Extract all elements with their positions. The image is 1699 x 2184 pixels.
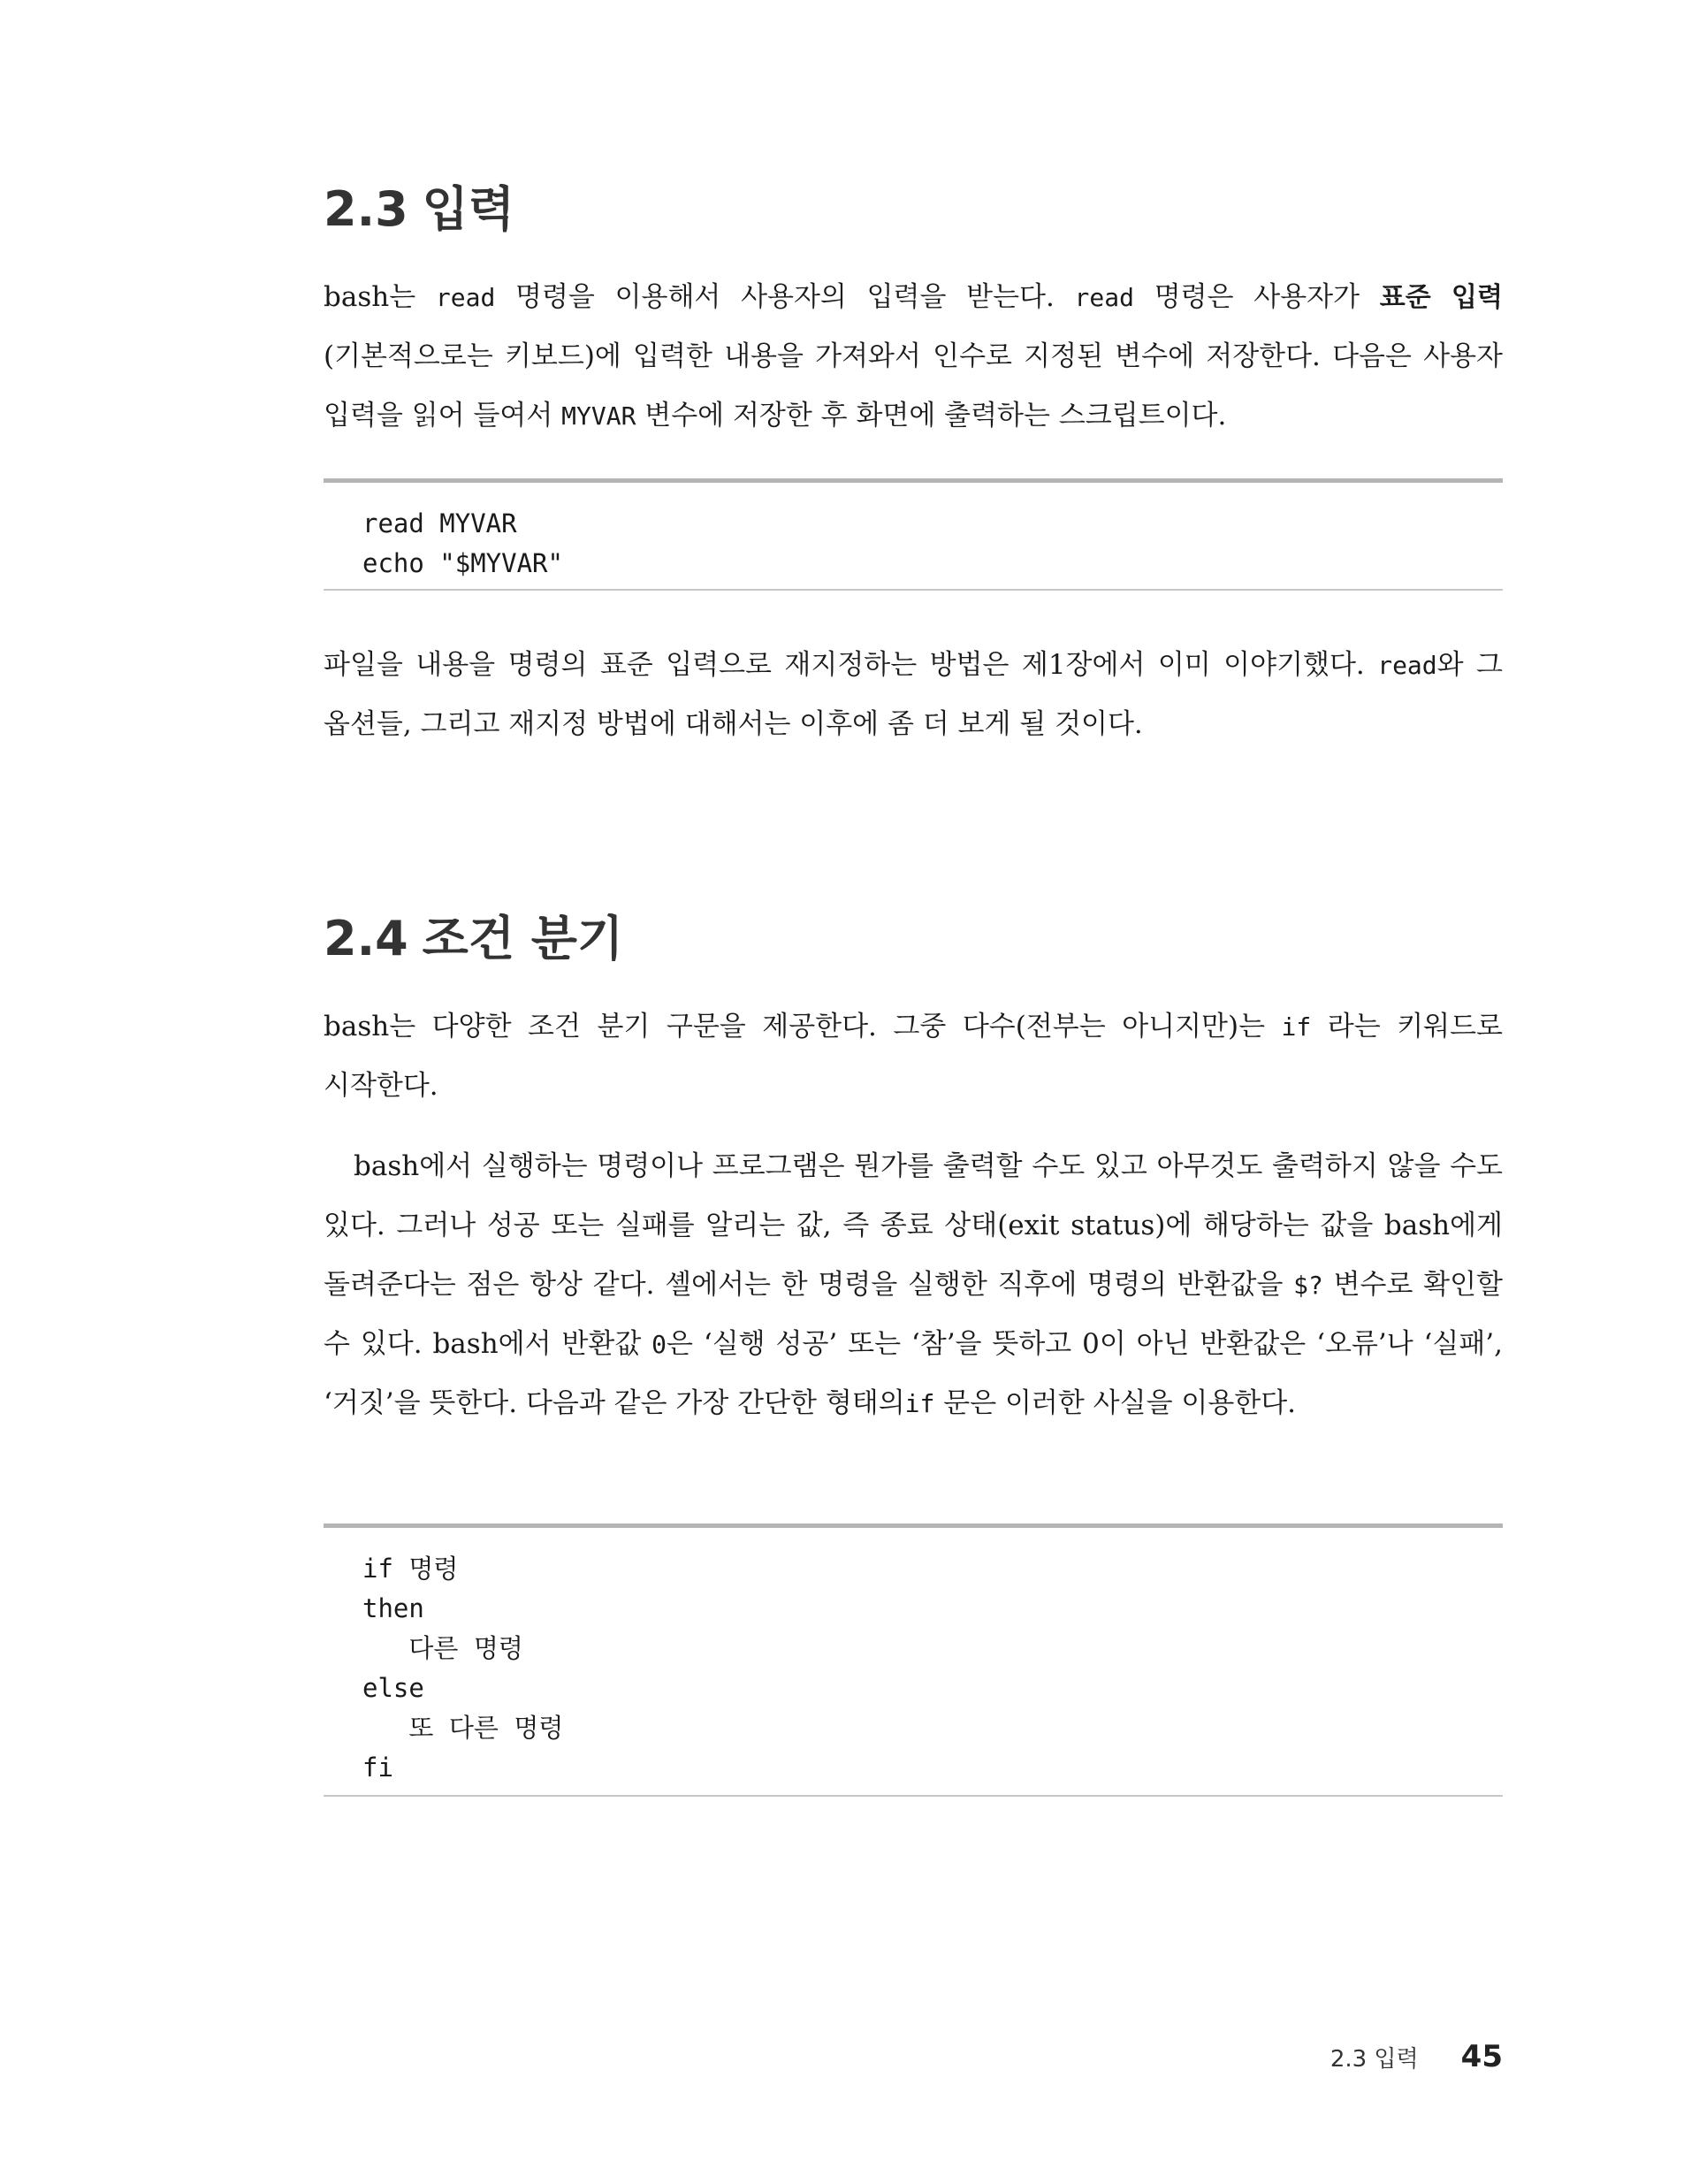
code-text: read MYVAR echo "$MYVAR" [362,508,563,578]
bold-term: 표준 입력 [1379,282,1503,313]
section-title: 입력 [422,181,514,237]
paragraph-read-intro: bash는 read 명령을 이용해서 사용자의 입력을 받는다. read 명령은 사용자가 표준 입력(기본적으로는 키보드)에 입력한 내용을 가져와서 인수로 지정된 변수에 저장한다. 다음은 사용자 입력을 읽어 들여서 MYVAR 변수에 저장한 후 화면에 출력하는 스크립트이다. [324,281,1503,431]
inline-code: read [1377,651,1437,680]
inline-code: read [435,283,496,312]
code-block-if [324,1523,1503,1797]
page-number: 45 [1460,2039,1503,2074]
paragraph-redirect: 파일을 내용을 명령의 표준 입력으로 재지정하는 방법은 제1장에서 이미 이야기했다. read와 그 옵션들, 그리고 재지정 방법에 대해서는 이후에 좀 더 보게 될 것이다. [324,649,1503,740]
inline-code: $? [1293,1271,1323,1300]
paragraph-conditionals-intro: bash는 다양한 조건 분기 구문을 제공한다. 그중 다수(전부는 아니지만)는 if 라는 키워드로 시작한다. [324,1011,1503,1102]
paragraph-exit-status: bash에서 실행하는 명령이나 프로그램은 뭔가를 출력할 수도 있고 아무것도 출력하지 않을 수도 있다. 그러나 성공 또는 실패를 알리는 값, 즉 종료 상태(exit status)에 해당하는 값을 bash에게 돌려준다는 점은 항상 같다. 셸에서는 한 명령을 실행한 직후에 명령의 반환값을 $? 변수로 확인할 수 있다. bash에서 반환값 0은 ‘실행 성공’ 또는 ‘참’을 뜻하고 0이 아닌 반환값은 ‘오류’나 ‘실패’, ‘거짓’을 뜻한다. 다음과 같은 가장 간단한 형태의if 문은 이러한 사실을 이용한다. [324,1150,1503,1419]
inline-code: if [1281,1012,1312,1042]
section-heading-2-3 [324,181,514,238]
page-footer [1330,2032,1503,2081]
inline-code: if [904,1389,935,1418]
section-number: 2.3 [324,181,408,237]
inline-code: MYVAR [561,401,636,431]
inline-code: read [1074,283,1134,312]
inline-code: 0 [651,1330,667,1359]
section-heading-2-4 [324,911,623,967]
section-title: 조건 분기 [422,911,624,966]
code-text: if 명령 then 다른 명령 else 또 다른 명령 fi [362,1554,564,1783]
running-head: 2.3 입력 [1329,2046,1419,2073]
section-number: 2.4 [324,911,408,966]
book-page [324,0,1503,2184]
code-block-read [324,478,1503,591]
